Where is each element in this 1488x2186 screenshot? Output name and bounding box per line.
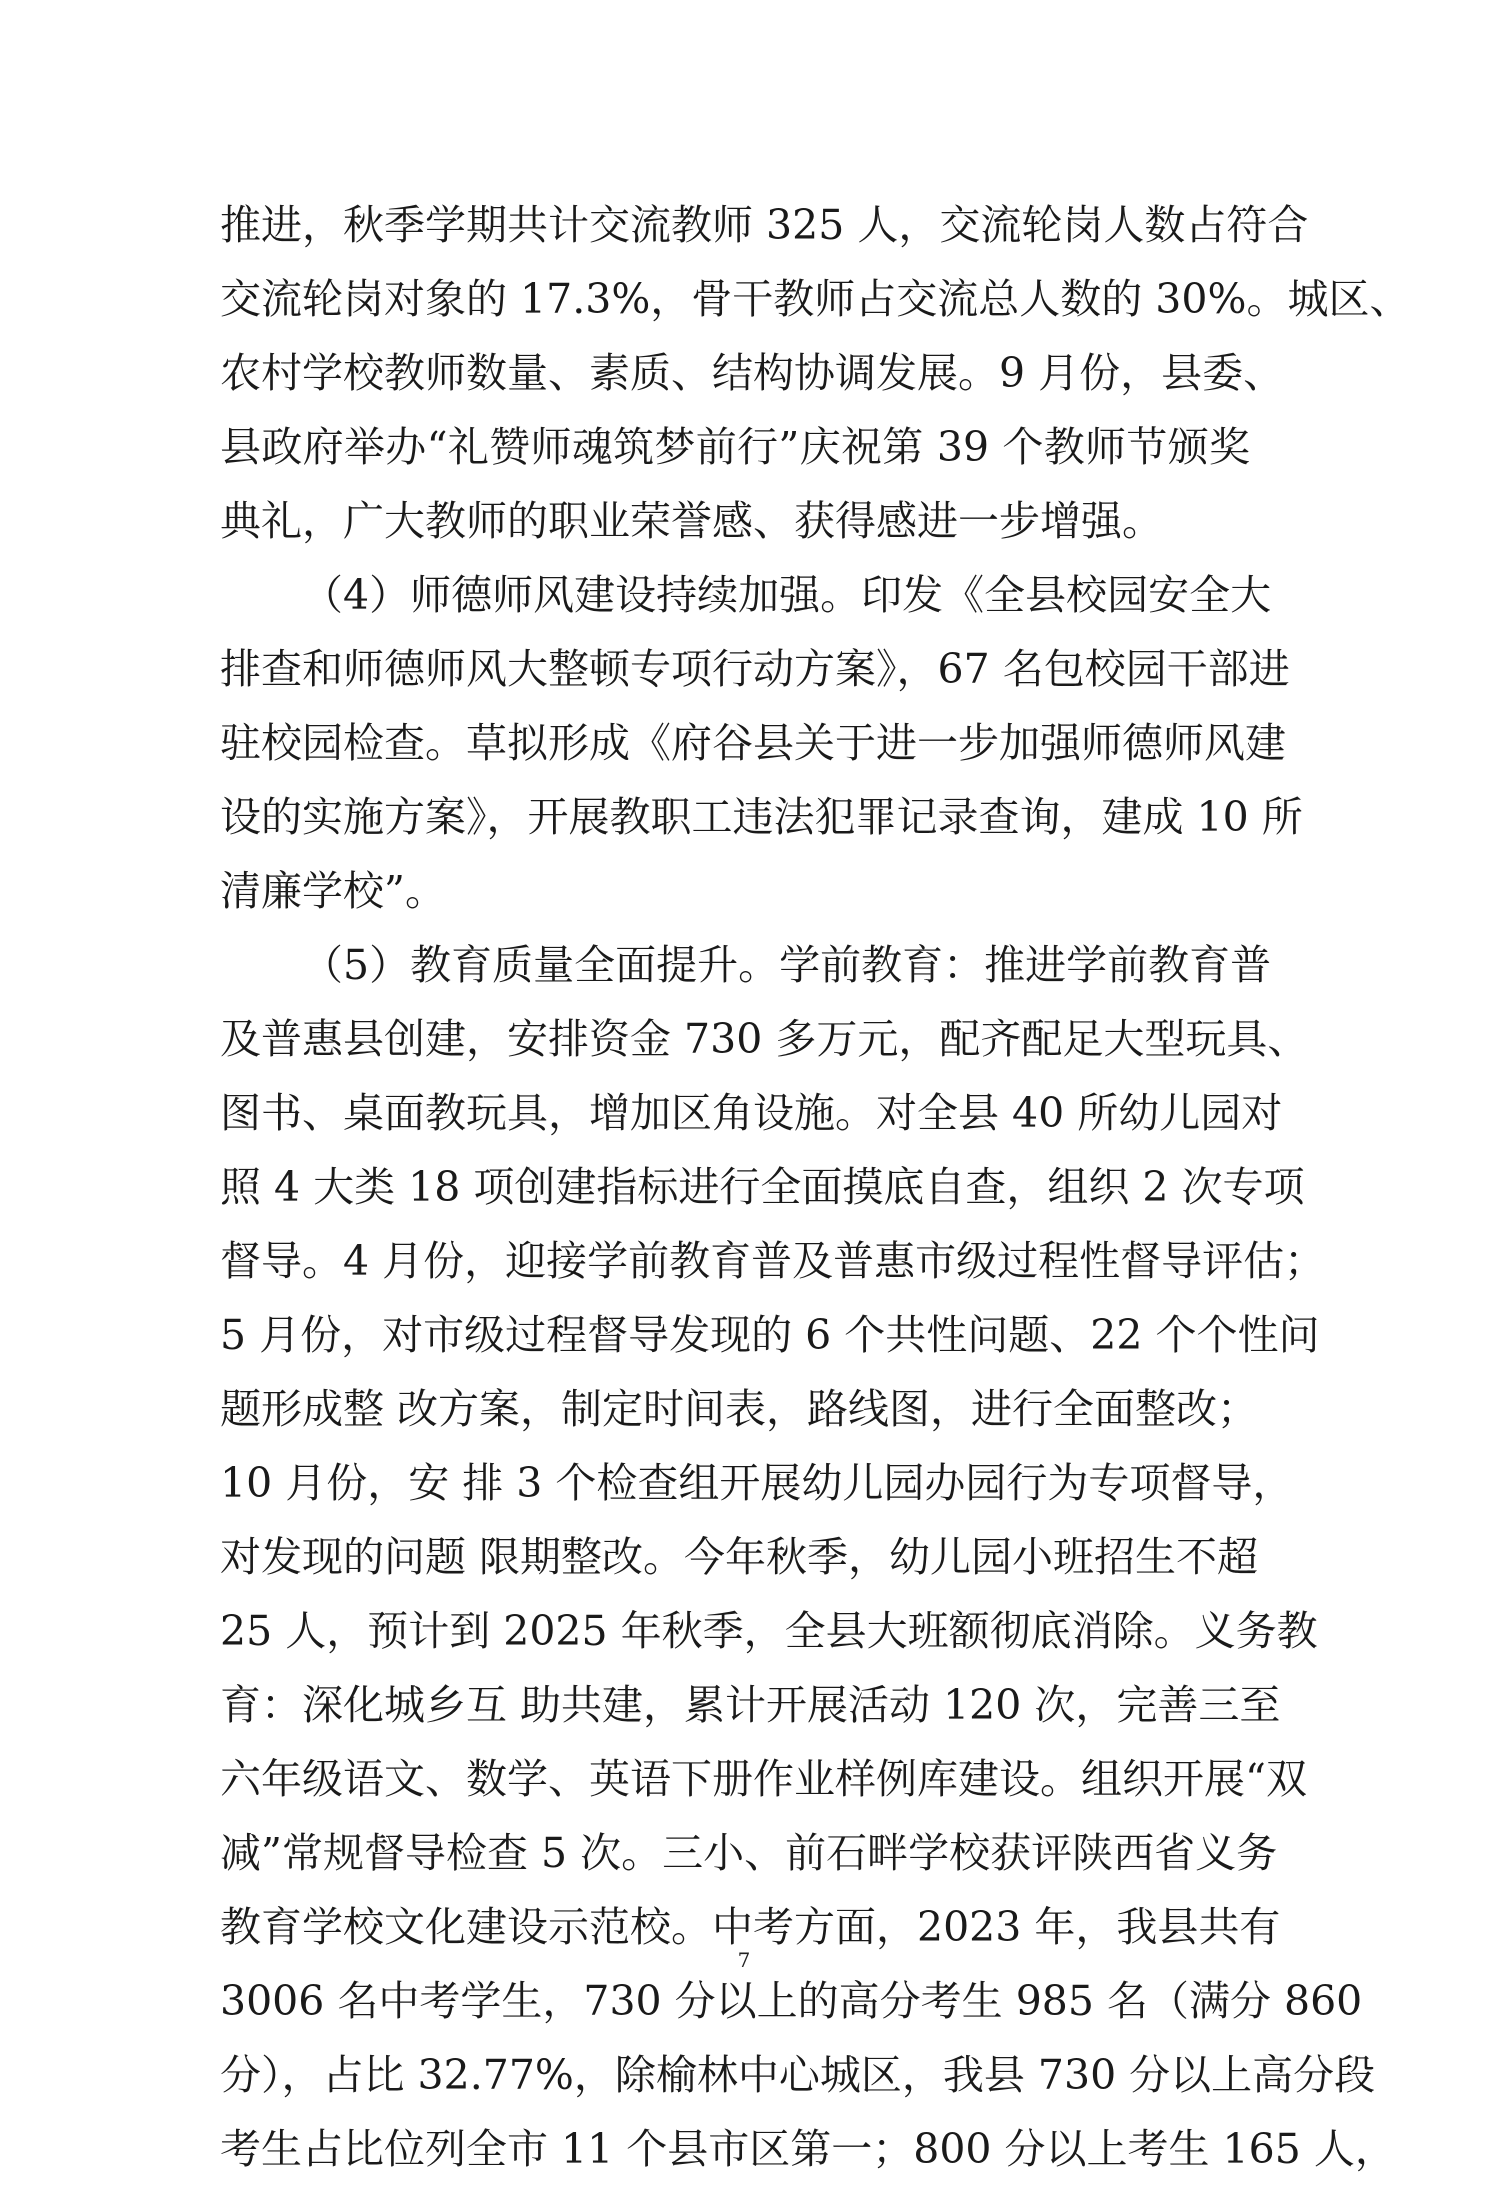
text-line: 分），占比 32.77%，除榆林中心城区，我县 730 分以上高分段 (220, 2051, 1376, 2099)
body-text (220, 188, 1411, 2186)
text-line: 减”常规督导检查 5 次。三小、前石畔学校获评陕西省义务 (220, 1829, 1278, 1877)
text-line: 图书、桌面教玩具，增加区角设施。对全县 40 所幼儿园对 (220, 1089, 1283, 1137)
page-number: 7 (737, 1948, 751, 1972)
text-line: 对发现的问题 限期整改。今年秋季，幼儿园小班招生不超 (220, 1533, 1259, 1581)
text-line: 5 月份，对市级过程督导发现的 6 个共性问题、22 个个性问 (220, 1311, 1320, 1359)
text-line: 3006 名中考学生，730 分以上的高分考生 985 名（满分 860 (220, 1977, 1363, 2025)
text-line: 25 人，预计到 2025 年秋季，全县大班额彻底消除。义务教 (220, 1607, 1318, 1655)
text-line: 设的实施方案》，开展教职工违法犯罪记录查询，建成 10 所 (220, 793, 1303, 841)
text-line: 督导。4 月份，迎接学前教育普及普惠市级过程性督导评估； (220, 1237, 1326, 1285)
text-line: 10 月份，安 排 3 个检查组开展幼儿园办园行为专项督导， (220, 1459, 1294, 1507)
text-line: 县政府举办“礼赞师魂筑梦前行”庆祝第 39 个教师节颁奖 (220, 423, 1250, 471)
text-line: 六年级语文、数学、英语下册作业样例库建设。组织开展“双 (220, 1755, 1307, 1803)
text-line: 推进，秋季学期共计交流教师 325 人，交流轮岗人数占符合 (220, 201, 1309, 249)
text-line: 农村学校教师数量、素质、结构协调发展。9 月份，县委、 (220, 349, 1285, 397)
text-line: 考生占比位列全市 11 个县市区第一；800 分以上考生 165 人， (220, 2125, 1396, 2173)
text-line: （4）师德师风建设持续加强。印发《全县校园安全大 (302, 571, 1272, 619)
text-line: 交流轮岗对象的 17.3%，骨干教师占交流总人数的 30%。城区、 (220, 275, 1411, 323)
text-line: （5）教育质量全面提升。学前教育：推进学前教育普 (302, 941, 1272, 989)
text-line: 题形成整 改方案，制定时间表，路线图，进行全面整改； (220, 1385, 1259, 1433)
text-line: 排查和师德师风大整顿专项行动方案》，67 名包校园干部进 (220, 645, 1290, 693)
text-line: 育：深化城乡互 助共建，累计开展活动 120 次，完善三至 (220, 1681, 1281, 1729)
text-line: 典礼，广大教师的职业荣誉感、获得感进一步增强。 (220, 497, 1163, 545)
text-line: 清廉学校”。 (220, 867, 446, 915)
text-line: 及普惠县创建，安排资金 730 多万元，配齐配足大型玩具、 (220, 1015, 1309, 1063)
text-line: 照 4 大类 18 项创建指标进行全面摸底自查，组织 2 次专项 (220, 1163, 1305, 1211)
text-line: 教育学校文化建设示范校。中考方面，2023 年，我县共有 (220, 1903, 1281, 1951)
text-line: 驻校园检查。草拟形成《府谷县关于进一步加强师德师风建 (220, 719, 1286, 767)
